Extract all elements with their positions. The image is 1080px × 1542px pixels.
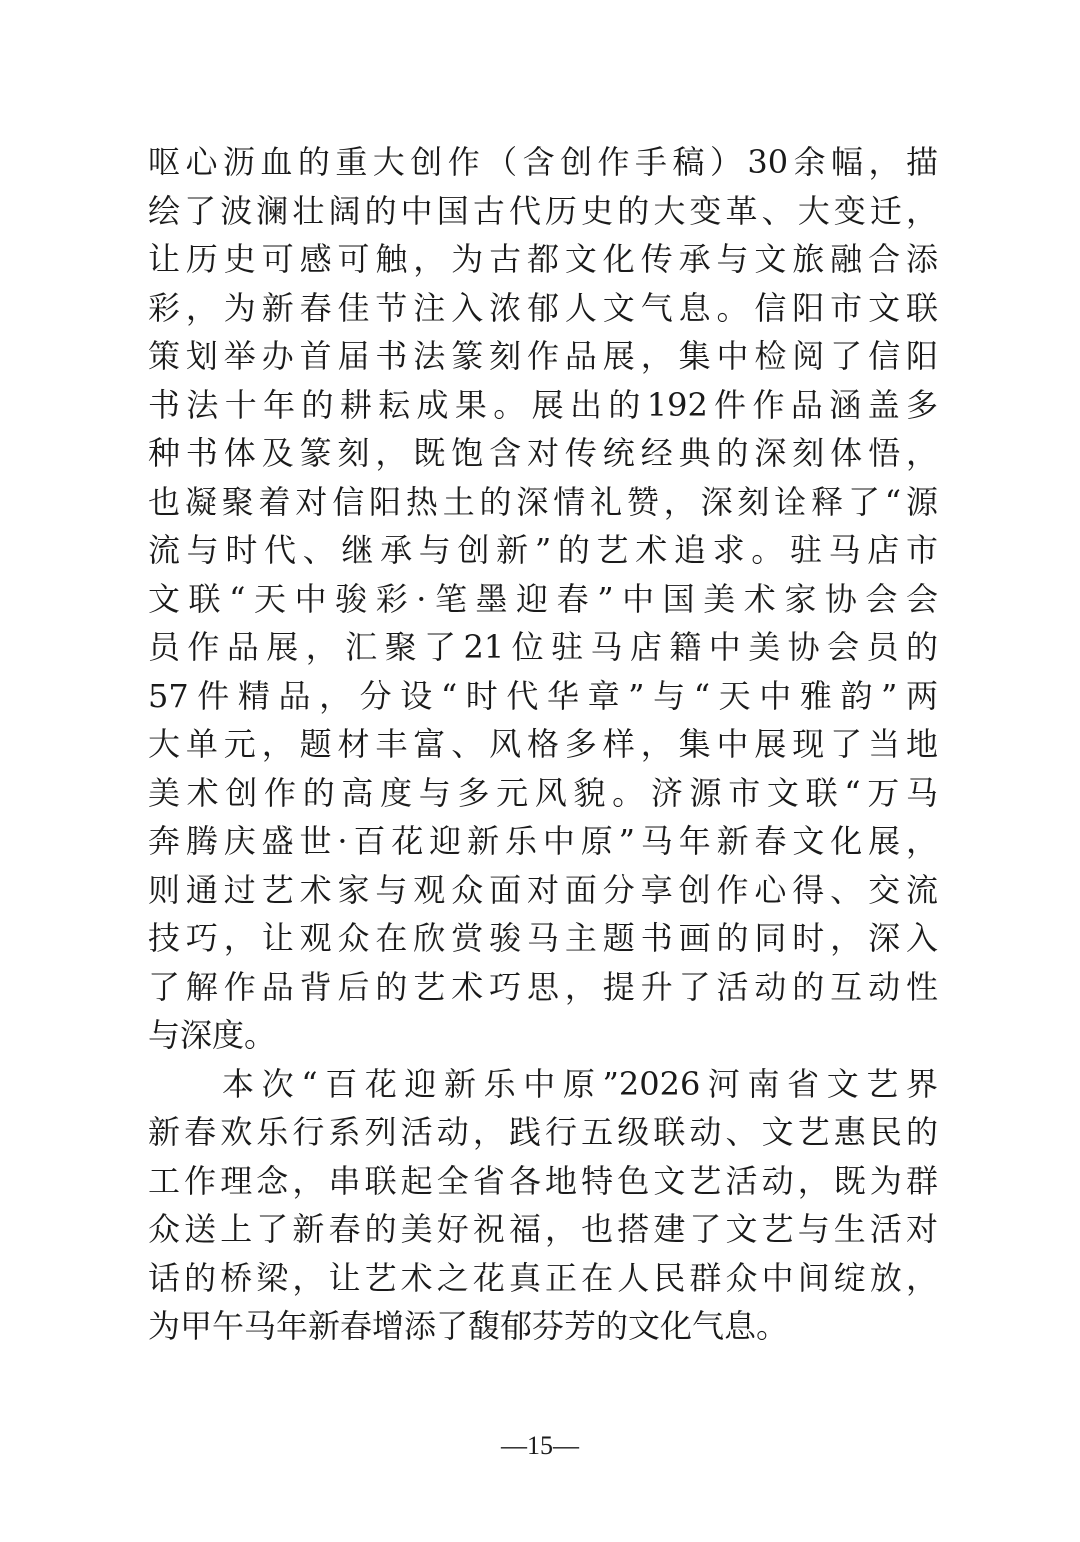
text-line: 员作品展，汇聚了21位驻马店籍中美协会员的 xyxy=(148,628,938,666)
text-line: 彩，为新春佳节注入浓郁人文气息。信阳市文联 xyxy=(148,288,938,327)
text-line: 则通过艺术家与观众面对面分享创作心得、交流 xyxy=(148,870,938,909)
text-line: 绘了波澜壮阔的中国古代历史的大变革、大变迁， xyxy=(148,191,938,230)
text-line: 众送上了新春的美好祝福，也搭建了文艺与生活对 xyxy=(148,1210,938,1248)
text-line-paragraph-end: 与深度。 xyxy=(148,1016,277,1054)
text-line: 57件精品，分设“时代华章”与“天中雅韵”两 xyxy=(148,676,938,715)
text-line: 书法十年的耕耘成果。展出的192件作品涵盖多 xyxy=(148,385,938,424)
body-text xyxy=(148,138,938,1351)
text-line-paragraph-start: 本次“百花迎新乐中原”2026河南省文艺界 xyxy=(222,1064,938,1103)
text-line: 技巧，让观众在欣赏骏马主题书画的同时，深入 xyxy=(148,919,938,957)
text-line: 美术创作的高度与多元风貌。济源市文联“万马 xyxy=(148,773,938,812)
page-number: —15— xyxy=(501,1431,579,1460)
text-line: 工作理念，串联起全省各地特色文艺活动，既为群 xyxy=(148,1161,938,1200)
text-line: 呕心沥血的重大创作（含创作手稿）30余幅，描 xyxy=(148,143,938,181)
text-line: 种书体及篆刻，既饱含对传统经典的深刻体悟， xyxy=(148,434,938,472)
text-line: 文联“天中骏彩·笔墨迎春”中国美术家协会会 xyxy=(148,579,938,618)
text-line: 话的桥梁，让艺术之花真正在人民群众中间绽放， xyxy=(148,1258,938,1297)
text-line-paragraph-end: 为甲午马年新春增添了馥郁芬芳的文化气息。 xyxy=(148,1307,789,1345)
text-line: 新春欢乐行系列活动，践行五级联动、文艺惠民的 xyxy=(148,1113,938,1151)
text-line: 也凝聚着对信阳热土的深情礼赞，深刻诠释了“源 xyxy=(148,482,938,521)
text-line: 策划举办首届书法篆刻作品展，集中检阅了信阳 xyxy=(148,337,938,375)
text-line: 流与时代、继承与创新”的艺术追求。驻马店市 xyxy=(148,531,938,569)
text-line: 大单元，题材丰富、风格多样，集中展现了当地 xyxy=(148,725,938,763)
text-line: 了解作品背后的艺术巧思，提升了活动的互动性 xyxy=(148,967,938,1006)
text-line: 奔腾庆盛世·百花迎新乐中原”马年新春文化展， xyxy=(148,822,938,860)
text-line: 让历史可感可触，为古都文化传承与文旅融合添 xyxy=(148,240,938,278)
